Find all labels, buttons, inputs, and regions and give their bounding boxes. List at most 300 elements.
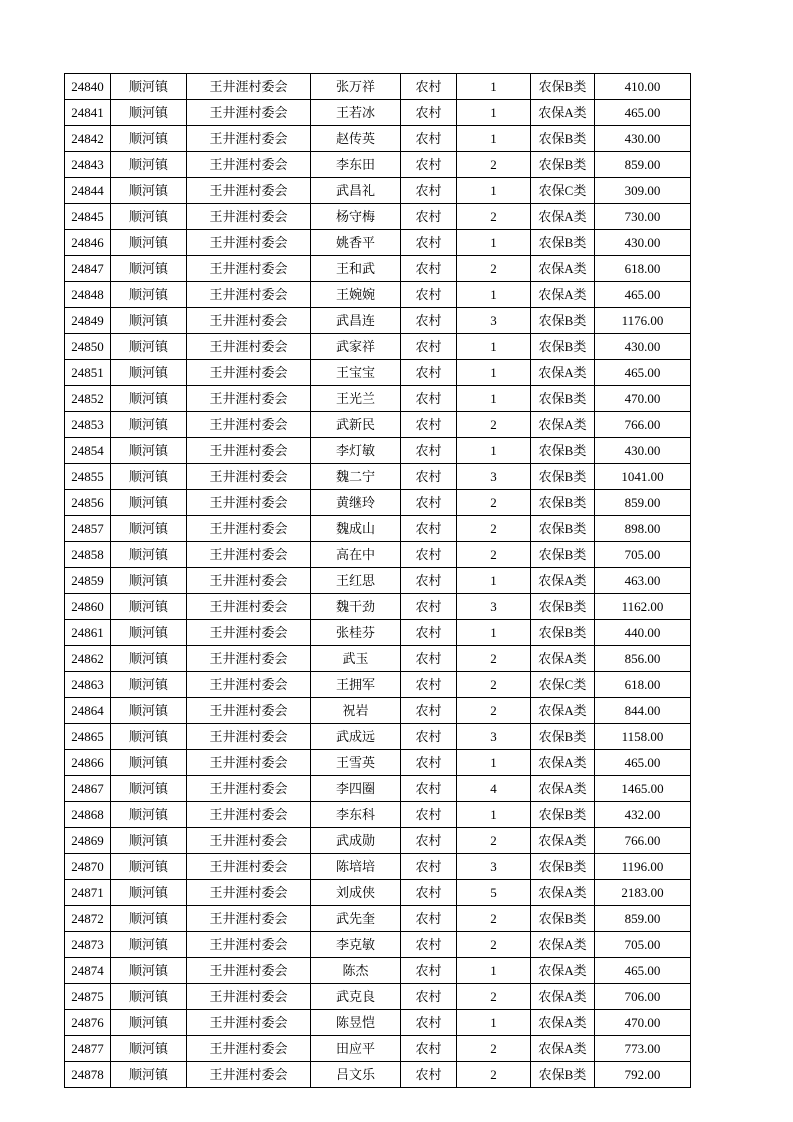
amount-cell: 410.00 <box>595 74 691 100</box>
town-cell: 顺河镇 <box>111 672 187 698</box>
town-cell: 顺河镇 <box>111 490 187 516</box>
person-count-cell: 2 <box>457 906 531 932</box>
insurance-category-cell: 农保B类 <box>531 906 595 932</box>
residence-type-cell: 农村 <box>401 646 457 672</box>
person-count-cell: 3 <box>457 724 531 750</box>
table-row <box>65 334 691 360</box>
person-count-cell: 2 <box>457 646 531 672</box>
residence-type-cell: 农村 <box>401 1010 457 1036</box>
amount-cell: 463.00 <box>595 568 691 594</box>
residence-type-cell: 农村 <box>401 698 457 724</box>
table-row <box>65 464 691 490</box>
village-committee-cell: 王井涯村委会 <box>187 256 311 282</box>
record-id-cell: 24872 <box>65 906 111 932</box>
record-id-cell: 24857 <box>65 516 111 542</box>
record-id-cell: 24850 <box>65 334 111 360</box>
insurance-category-cell: 农保B类 <box>531 724 595 750</box>
residence-type-cell: 农村 <box>401 230 457 256</box>
village-committee-cell: 王井涯村委会 <box>187 698 311 724</box>
insurance-category-cell: 农保A类 <box>531 698 595 724</box>
amount-cell: 309.00 <box>595 178 691 204</box>
table-row <box>65 594 691 620</box>
insurance-category-cell: 农保A类 <box>531 568 595 594</box>
insurance-category-cell: 农保C类 <box>531 178 595 204</box>
town-cell: 顺河镇 <box>111 1010 187 1036</box>
person-count-cell: 2 <box>457 412 531 438</box>
table-row <box>65 178 691 204</box>
table-row <box>65 1036 691 1062</box>
record-id-cell: 24871 <box>65 880 111 906</box>
village-committee-cell: 王井涯村委会 <box>187 880 311 906</box>
town-cell: 顺河镇 <box>111 230 187 256</box>
insurance-category-cell: 农保A类 <box>531 958 595 984</box>
amount-cell: 465.00 <box>595 958 691 984</box>
person-count-cell: 1 <box>457 1010 531 1036</box>
person-name-cell: 武成勋 <box>311 828 401 854</box>
record-id-cell: 24849 <box>65 308 111 334</box>
record-id-cell: 24859 <box>65 568 111 594</box>
residence-type-cell: 农村 <box>401 802 457 828</box>
insurance-category-cell: 农保A类 <box>531 932 595 958</box>
residence-type-cell: 农村 <box>401 984 457 1010</box>
person-name-cell: 李东田 <box>311 152 401 178</box>
record-id-cell: 24843 <box>65 152 111 178</box>
village-committee-cell: 王井涯村委会 <box>187 360 311 386</box>
table-row <box>65 880 691 906</box>
town-cell: 顺河镇 <box>111 178 187 204</box>
table-row <box>65 932 691 958</box>
insurance-category-cell: 农保A类 <box>531 776 595 802</box>
table-row <box>65 698 691 724</box>
insurance-category-cell: 农保A类 <box>531 828 595 854</box>
table-row <box>65 282 691 308</box>
record-id-cell: 24851 <box>65 360 111 386</box>
person-name-cell: 武成远 <box>311 724 401 750</box>
record-id-cell: 24847 <box>65 256 111 282</box>
records-table <box>64 73 691 1088</box>
village-committee-cell: 王井涯村委会 <box>187 594 311 620</box>
insurance-category-cell: 农保A类 <box>531 1036 595 1062</box>
person-name-cell: 王宝宝 <box>311 360 401 386</box>
amount-cell: 430.00 <box>595 126 691 152</box>
table-row <box>65 568 691 594</box>
person-count-cell: 2 <box>457 152 531 178</box>
amount-cell: 470.00 <box>595 386 691 412</box>
village-committee-cell: 王井涯村委会 <box>187 412 311 438</box>
record-id-cell: 24868 <box>65 802 111 828</box>
insurance-category-cell: 农保B类 <box>531 74 595 100</box>
insurance-category-cell: 农保B类 <box>531 464 595 490</box>
village-committee-cell: 王井涯村委会 <box>187 802 311 828</box>
town-cell: 顺河镇 <box>111 776 187 802</box>
person-name-cell: 陈杰 <box>311 958 401 984</box>
town-cell: 顺河镇 <box>111 360 187 386</box>
town-cell: 顺河镇 <box>111 516 187 542</box>
person-name-cell: 王雪英 <box>311 750 401 776</box>
amount-cell: 1176.00 <box>595 308 691 334</box>
person-name-cell: 武克良 <box>311 984 401 1010</box>
table-row <box>65 776 691 802</box>
town-cell: 顺河镇 <box>111 256 187 282</box>
residence-type-cell: 农村 <box>401 880 457 906</box>
residence-type-cell: 农村 <box>401 282 457 308</box>
person-name-cell: 陈昱恺 <box>311 1010 401 1036</box>
person-count-cell: 1 <box>457 620 531 646</box>
town-cell: 顺河镇 <box>111 568 187 594</box>
insurance-category-cell: 农保B类 <box>531 620 595 646</box>
town-cell: 顺河镇 <box>111 464 187 490</box>
town-cell: 顺河镇 <box>111 1036 187 1062</box>
residence-type-cell: 农村 <box>401 776 457 802</box>
residence-type-cell: 农村 <box>401 724 457 750</box>
table-row <box>65 724 691 750</box>
insurance-category-cell: 农保B类 <box>531 230 595 256</box>
insurance-category-cell: 农保A类 <box>531 412 595 438</box>
amount-cell: 618.00 <box>595 672 691 698</box>
insurance-category-cell: 农保A类 <box>531 1010 595 1036</box>
amount-cell: 844.00 <box>595 698 691 724</box>
village-committee-cell: 王井涯村委会 <box>187 230 311 256</box>
residence-type-cell: 农村 <box>401 1036 457 1062</box>
records-table-body <box>65 74 691 1088</box>
person-name-cell: 王红思 <box>311 568 401 594</box>
amount-cell: 898.00 <box>595 516 691 542</box>
village-committee-cell: 王井涯村委会 <box>187 750 311 776</box>
record-id-cell: 24876 <box>65 1010 111 1036</box>
person-name-cell: 吕文乐 <box>311 1062 401 1088</box>
record-id-cell: 24855 <box>65 464 111 490</box>
amount-cell: 432.00 <box>595 802 691 828</box>
village-committee-cell: 王井涯村委会 <box>187 516 311 542</box>
person-count-cell: 1 <box>457 386 531 412</box>
village-committee-cell: 王井涯村委会 <box>187 854 311 880</box>
amount-cell: 430.00 <box>595 334 691 360</box>
village-committee-cell: 王井涯村委会 <box>187 672 311 698</box>
amount-cell: 859.00 <box>595 490 691 516</box>
person-name-cell: 李四圈 <box>311 776 401 802</box>
person-name-cell: 武昌连 <box>311 308 401 334</box>
amount-cell: 766.00 <box>595 828 691 854</box>
town-cell: 顺河镇 <box>111 932 187 958</box>
person-name-cell: 王拥军 <box>311 672 401 698</box>
person-name-cell: 赵传英 <box>311 126 401 152</box>
amount-cell: 706.00 <box>595 984 691 1010</box>
residence-type-cell: 农村 <box>401 854 457 880</box>
person-count-cell: 1 <box>457 750 531 776</box>
record-id-cell: 24862 <box>65 646 111 672</box>
village-committee-cell: 王井涯村委会 <box>187 646 311 672</box>
residence-type-cell: 农村 <box>401 360 457 386</box>
record-id-cell: 24846 <box>65 230 111 256</box>
record-id-cell: 24854 <box>65 438 111 464</box>
person-name-cell: 武玉 <box>311 646 401 672</box>
insurance-category-cell: 农保B类 <box>531 152 595 178</box>
amount-cell: 465.00 <box>595 100 691 126</box>
person-name-cell: 李东科 <box>311 802 401 828</box>
person-count-cell: 1 <box>457 282 531 308</box>
table-row <box>65 256 691 282</box>
table-row <box>65 516 691 542</box>
amount-cell: 705.00 <box>595 932 691 958</box>
record-id-cell: 24858 <box>65 542 111 568</box>
town-cell: 顺河镇 <box>111 412 187 438</box>
person-count-cell: 2 <box>457 828 531 854</box>
town-cell: 顺河镇 <box>111 724 187 750</box>
residence-type-cell: 农村 <box>401 1062 457 1088</box>
person-count-cell: 3 <box>457 464 531 490</box>
person-name-cell: 张桂芬 <box>311 620 401 646</box>
table-row <box>65 1010 691 1036</box>
person-count-cell: 4 <box>457 776 531 802</box>
record-id-cell: 24863 <box>65 672 111 698</box>
amount-cell: 773.00 <box>595 1036 691 1062</box>
town-cell: 顺河镇 <box>111 100 187 126</box>
insurance-category-cell: 农保A类 <box>531 282 595 308</box>
town-cell: 顺河镇 <box>111 828 187 854</box>
person-name-cell: 黄继玲 <box>311 490 401 516</box>
village-committee-cell: 王井涯村委会 <box>187 464 311 490</box>
record-id-cell: 24865 <box>65 724 111 750</box>
residence-type-cell: 农村 <box>401 464 457 490</box>
record-id-cell: 24869 <box>65 828 111 854</box>
person-count-cell: 2 <box>457 204 531 230</box>
record-id-cell: 24844 <box>65 178 111 204</box>
record-id-cell: 24860 <box>65 594 111 620</box>
insurance-category-cell: 农保A类 <box>531 100 595 126</box>
person-name-cell: 祝岩 <box>311 698 401 724</box>
table-row <box>65 230 691 256</box>
town-cell: 顺河镇 <box>111 620 187 646</box>
table-row <box>65 308 691 334</box>
amount-cell: 618.00 <box>595 256 691 282</box>
village-committee-cell: 王井涯村委会 <box>187 438 311 464</box>
insurance-category-cell: 农保B类 <box>531 594 595 620</box>
person-count-cell: 1 <box>457 802 531 828</box>
person-count-cell: 2 <box>457 672 531 698</box>
town-cell: 顺河镇 <box>111 74 187 100</box>
amount-cell: 1162.00 <box>595 594 691 620</box>
town-cell: 顺河镇 <box>111 646 187 672</box>
village-committee-cell: 王井涯村委会 <box>187 724 311 750</box>
village-committee-cell: 王井涯村委会 <box>187 620 311 646</box>
person-name-cell: 魏二宁 <box>311 464 401 490</box>
town-cell: 顺河镇 <box>111 542 187 568</box>
table-row <box>65 360 691 386</box>
amount-cell: 1041.00 <box>595 464 691 490</box>
residence-type-cell: 农村 <box>401 100 457 126</box>
record-id-cell: 24870 <box>65 854 111 880</box>
residence-type-cell: 农村 <box>401 594 457 620</box>
residence-type-cell: 农村 <box>401 516 457 542</box>
record-id-cell: 24852 <box>65 386 111 412</box>
village-committee-cell: 王井涯村委会 <box>187 568 311 594</box>
residence-type-cell: 农村 <box>401 438 457 464</box>
record-id-cell: 24845 <box>65 204 111 230</box>
amount-cell: 430.00 <box>595 230 691 256</box>
village-committee-cell: 王井涯村委会 <box>187 490 311 516</box>
insurance-category-cell: 农保A类 <box>531 750 595 776</box>
residence-type-cell: 农村 <box>401 386 457 412</box>
insurance-category-cell: 农保B类 <box>531 1062 595 1088</box>
town-cell: 顺河镇 <box>111 1062 187 1088</box>
person-name-cell: 王光兰 <box>311 386 401 412</box>
town-cell: 顺河镇 <box>111 750 187 776</box>
insurance-category-cell: 农保A类 <box>531 880 595 906</box>
person-name-cell: 李克敏 <box>311 932 401 958</box>
insurance-category-cell: 农保C类 <box>531 672 595 698</box>
person-name-cell: 陈培培 <box>311 854 401 880</box>
person-count-cell: 3 <box>457 854 531 880</box>
person-name-cell: 姚香平 <box>311 230 401 256</box>
table-row <box>65 854 691 880</box>
village-committee-cell: 王井涯村委会 <box>187 1036 311 1062</box>
insurance-category-cell: 农保B类 <box>531 438 595 464</box>
amount-cell: 465.00 <box>595 750 691 776</box>
person-count-cell: 1 <box>457 100 531 126</box>
person-count-cell: 5 <box>457 880 531 906</box>
table-row <box>65 386 691 412</box>
town-cell: 顺河镇 <box>111 308 187 334</box>
village-committee-cell: 王井涯村委会 <box>187 308 311 334</box>
village-committee-cell: 王井涯村委会 <box>187 74 311 100</box>
table-row <box>65 984 691 1010</box>
record-id-cell: 24877 <box>65 1036 111 1062</box>
amount-cell: 465.00 <box>595 360 691 386</box>
table-row <box>65 750 691 776</box>
table-row <box>65 906 691 932</box>
residence-type-cell: 农村 <box>401 412 457 438</box>
person-count-cell: 3 <box>457 308 531 334</box>
village-committee-cell: 王井涯村委会 <box>187 178 311 204</box>
table-row <box>65 438 691 464</box>
town-cell: 顺河镇 <box>111 152 187 178</box>
residence-type-cell: 农村 <box>401 958 457 984</box>
person-count-cell: 1 <box>457 360 531 386</box>
table-row <box>65 1062 691 1088</box>
village-committee-cell: 王井涯村委会 <box>187 542 311 568</box>
town-cell: 顺河镇 <box>111 334 187 360</box>
insurance-category-cell: 农保B类 <box>531 802 595 828</box>
insurance-category-cell: 农保B类 <box>531 126 595 152</box>
person-name-cell: 魏干劲 <box>311 594 401 620</box>
town-cell: 顺河镇 <box>111 386 187 412</box>
town-cell: 顺河镇 <box>111 698 187 724</box>
village-committee-cell: 王井涯村委会 <box>187 152 311 178</box>
table-row <box>65 412 691 438</box>
person-name-cell: 田应平 <box>311 1036 401 1062</box>
record-id-cell: 24848 <box>65 282 111 308</box>
residence-type-cell: 农村 <box>401 204 457 230</box>
person-count-cell: 2 <box>457 984 531 1010</box>
record-id-cell: 24875 <box>65 984 111 1010</box>
village-committee-cell: 王井涯村委会 <box>187 958 311 984</box>
person-name-cell: 王若冰 <box>311 100 401 126</box>
residence-type-cell: 农村 <box>401 126 457 152</box>
residence-type-cell: 农村 <box>401 542 457 568</box>
person-name-cell: 王和武 <box>311 256 401 282</box>
town-cell: 顺河镇 <box>111 984 187 1010</box>
village-committee-cell: 王井涯村委会 <box>187 126 311 152</box>
person-name-cell: 杨守梅 <box>311 204 401 230</box>
amount-cell: 730.00 <box>595 204 691 230</box>
person-count-cell: 1 <box>457 438 531 464</box>
town-cell: 顺河镇 <box>111 438 187 464</box>
amount-cell: 470.00 <box>595 1010 691 1036</box>
residence-type-cell: 农村 <box>401 334 457 360</box>
record-id-cell: 24874 <box>65 958 111 984</box>
amount-cell: 792.00 <box>595 1062 691 1088</box>
person-count-cell: 2 <box>457 256 531 282</box>
person-name-cell: 高在中 <box>311 542 401 568</box>
insurance-category-cell: 农保B类 <box>531 490 595 516</box>
table-row <box>65 490 691 516</box>
residence-type-cell: 农村 <box>401 490 457 516</box>
town-cell: 顺河镇 <box>111 880 187 906</box>
insurance-category-cell: 农保A类 <box>531 984 595 1010</box>
residence-type-cell: 农村 <box>401 74 457 100</box>
village-committee-cell: 王井涯村委会 <box>187 204 311 230</box>
town-cell: 顺河镇 <box>111 958 187 984</box>
person-name-cell: 武先奎 <box>311 906 401 932</box>
table-row <box>65 958 691 984</box>
table-row <box>65 646 691 672</box>
person-name-cell: 武昌礼 <box>311 178 401 204</box>
table-row <box>65 620 691 646</box>
table-row <box>65 828 691 854</box>
insurance-category-cell: 农保A类 <box>531 204 595 230</box>
insurance-category-cell: 农保A类 <box>531 360 595 386</box>
village-committee-cell: 王井涯村委会 <box>187 282 311 308</box>
residence-type-cell: 农村 <box>401 308 457 334</box>
insurance-category-cell: 农保B类 <box>531 308 595 334</box>
table-row <box>65 542 691 568</box>
table-row <box>65 204 691 230</box>
amount-cell: 465.00 <box>595 282 691 308</box>
amount-cell: 2183.00 <box>595 880 691 906</box>
residence-type-cell: 农村 <box>401 828 457 854</box>
insurance-category-cell: 农保B类 <box>531 516 595 542</box>
residence-type-cell: 农村 <box>401 568 457 594</box>
insurance-category-cell: 农保B类 <box>531 542 595 568</box>
amount-cell: 430.00 <box>595 438 691 464</box>
person-count-cell: 1 <box>457 230 531 256</box>
person-count-cell: 1 <box>457 568 531 594</box>
residence-type-cell: 农村 <box>401 152 457 178</box>
amount-cell: 859.00 <box>595 906 691 932</box>
village-committee-cell: 王井涯村委会 <box>187 1010 311 1036</box>
person-count-cell: 1 <box>457 126 531 152</box>
table-row <box>65 672 691 698</box>
residence-type-cell: 农村 <box>401 906 457 932</box>
table-row <box>65 802 691 828</box>
person-count-cell: 1 <box>457 958 531 984</box>
insurance-category-cell: 农保B类 <box>531 386 595 412</box>
amount-cell: 856.00 <box>595 646 691 672</box>
person-name-cell: 武家祥 <box>311 334 401 360</box>
person-count-cell: 2 <box>457 698 531 724</box>
person-count-cell: 1 <box>457 334 531 360</box>
town-cell: 顺河镇 <box>111 802 187 828</box>
person-count-cell: 1 <box>457 178 531 204</box>
amount-cell: 440.00 <box>595 620 691 646</box>
person-count-cell: 2 <box>457 1062 531 1088</box>
record-id-cell: 24856 <box>65 490 111 516</box>
table-row <box>65 100 691 126</box>
person-name-cell: 王婉婉 <box>311 282 401 308</box>
record-id-cell: 24866 <box>65 750 111 776</box>
insurance-category-cell: 农保B类 <box>531 854 595 880</box>
insurance-category-cell: 农保B类 <box>531 334 595 360</box>
